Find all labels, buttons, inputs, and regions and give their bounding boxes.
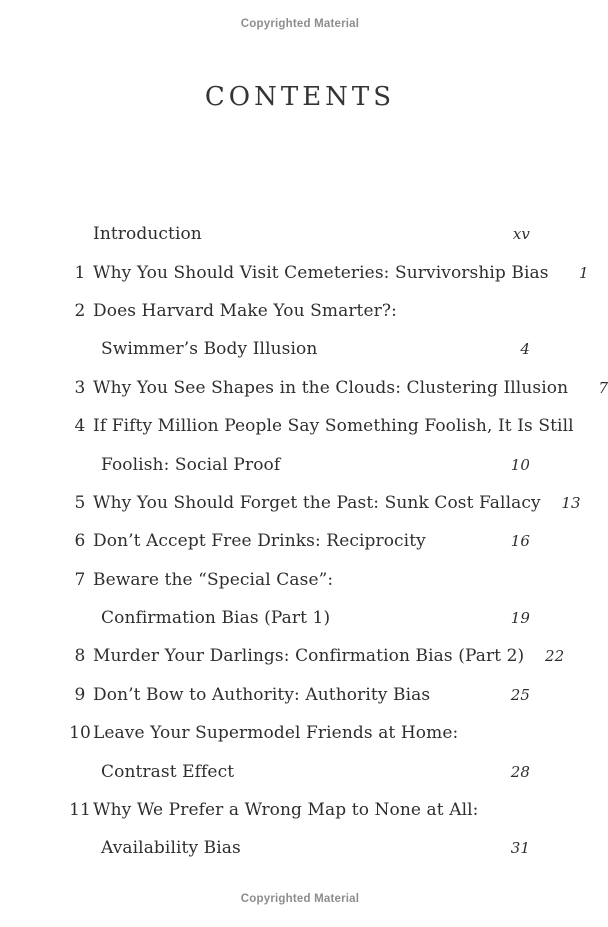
toc-line [69, 561, 530, 599]
chapter-title: Leave Your Supermodel Friends at Home: [93, 723, 459, 744]
toc-line [69, 637, 565, 675]
chapter-title: Foolish: Social Proof [101, 454, 281, 475]
toc-line [69, 522, 530, 560]
copyright-notice-top: Copyrighted Material [240, 18, 360, 30]
chapter-title: Don’t Bow to Authority: Authority Bias [93, 684, 431, 705]
page-number: xv [512, 225, 530, 244]
toc-line [69, 599, 530, 637]
chapter-title: Confirmation Bias (Part 1) [101, 608, 331, 629]
chapter-title: Don’t Accept Free Drinks: Reciprocity [93, 531, 426, 552]
chapter-title: If Fifty Million People Say Something Foolish, It Is Still [93, 416, 574, 437]
toc-line [69, 714, 530, 752]
chapter-title: Why We Prefer a Wrong Map to None at All: [93, 800, 479, 821]
chapter-number: 1 [74, 262, 86, 283]
chapter-title: Why You Should Visit Cemeteries: Survivorship Bias [93, 262, 549, 283]
chapter-title: Why You See Shapes in the Clouds: Clustering Illusion [93, 377, 569, 398]
chapter-number: 7 [74, 569, 86, 590]
toc-line [69, 369, 608, 407]
chapter-title: Beware the “Special Case”: [93, 569, 334, 590]
page-number: 4 [520, 340, 530, 359]
chapter-number: 4 [74, 416, 86, 437]
chapter-number: 10 [69, 723, 91, 744]
page-number: 10 [510, 455, 530, 474]
toc-line [69, 215, 530, 253]
chapter-number: 9 [74, 684, 86, 705]
chapter-number: 8 [74, 646, 86, 667]
chapter-title: Why You Should Forget the Past: Sunk Cost Fallacy [93, 492, 541, 513]
toc-line [69, 330, 530, 368]
chapter-title: Murder Your Darlings: Confirmation Bias (Part 2) [93, 646, 525, 667]
page-title: CONTENTS [204, 82, 396, 112]
toc-line [69, 253, 589, 291]
page-number: 28 [510, 762, 530, 781]
chapter-number: 5 [74, 492, 86, 513]
toc-line [69, 445, 530, 483]
toc-line [69, 791, 530, 829]
chapter-title: Does Harvard Make You Smarter?: [93, 300, 397, 321]
table-of-contents [69, 215, 608, 868]
page-number: 19 [510, 609, 530, 628]
page-number: 7 [598, 378, 608, 397]
copyright-notice-bottom: Copyrighted Material [240, 893, 360, 905]
page-number: 31 [510, 839, 530, 858]
page-number: 13 [561, 493, 581, 512]
chapter-number: 2 [74, 300, 86, 321]
page-number: 25 [510, 685, 530, 704]
chapter-title: Availability Bias [101, 838, 241, 859]
chapter-number: 6 [74, 531, 86, 552]
chapter-number: 11 [69, 800, 91, 821]
toc-line [69, 829, 530, 867]
chapter-number: 3 [74, 377, 86, 398]
chapter-title: Swimmer’s Body Illusion [101, 339, 318, 360]
page-number: 1 [578, 263, 589, 282]
chapter-title: Contrast Effect [101, 761, 235, 782]
page-number: 22 [544, 647, 565, 666]
toc-line [69, 292, 530, 330]
toc-line [69, 676, 530, 714]
toc-line [69, 407, 574, 445]
page-number: 16 [510, 532, 530, 551]
chapter-title: Introduction [93, 224, 202, 245]
toc-line [69, 752, 530, 790]
toc-line [69, 484, 581, 522]
